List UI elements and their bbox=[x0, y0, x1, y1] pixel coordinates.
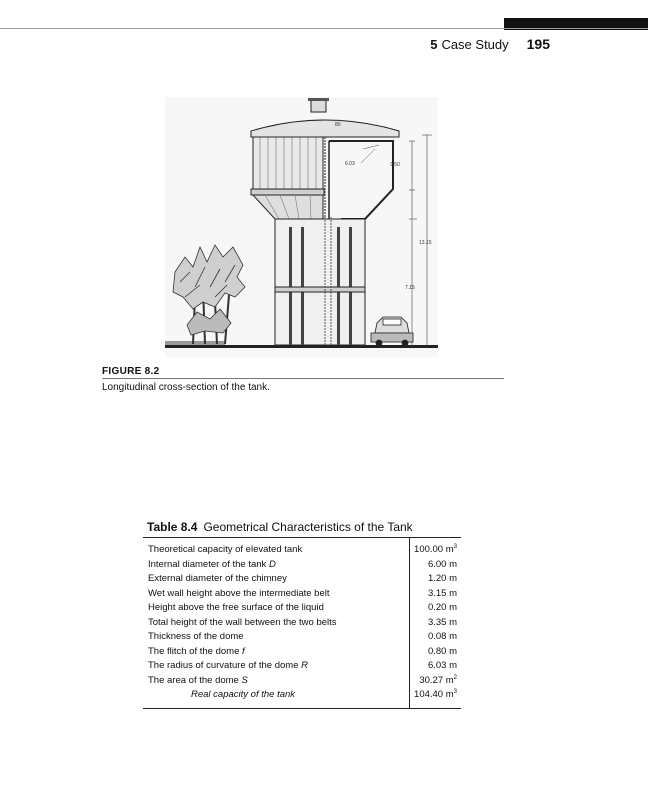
total-label: Real capacity of the tank bbox=[191, 689, 296, 701]
tank-exterior-elevation bbox=[251, 137, 324, 219]
row-symbol: D bbox=[268, 558, 276, 570]
row-label: Internal diameter of the tank bbox=[148, 558, 269, 570]
row-symbol: S bbox=[241, 674, 248, 686]
running-header bbox=[430, 36, 550, 52]
table-row bbox=[143, 615, 461, 630]
row-value: 6.03 m bbox=[427, 660, 457, 672]
table-row bbox=[143, 571, 461, 586]
figure-water-tower-drawing bbox=[165, 97, 438, 357]
row-label: Thickness of the dome bbox=[148, 631, 244, 643]
row-unit-exponent: 2 bbox=[453, 674, 457, 681]
svg-text:80: 80 bbox=[335, 122, 341, 128]
table-title bbox=[147, 520, 413, 534]
row-value: 30.27 m bbox=[419, 674, 454, 686]
svg-text:6.03: 6.03 bbox=[345, 161, 355, 167]
svg-text:7.15: 7.15 bbox=[405, 285, 415, 291]
tree-illustration bbox=[173, 245, 245, 344]
table-row bbox=[143, 658, 461, 673]
total-unit-exponent: 3 bbox=[453, 689, 457, 696]
row-value: 3.35 m bbox=[427, 616, 457, 628]
row-label: The radius of curvature of the dome bbox=[148, 660, 302, 672]
geometry-table bbox=[143, 537, 461, 709]
car-illustration bbox=[371, 317, 413, 346]
figure-caption: Longitudinal cross-section of the tank. bbox=[102, 382, 270, 393]
row-unit-exponent: 3 bbox=[453, 544, 457, 551]
svg-text:3.50: 3.50 bbox=[390, 162, 400, 168]
table-row bbox=[143, 557, 461, 572]
row-value: 1.20 m bbox=[427, 573, 457, 585]
row-label: Theoretical capacity of elevated tank bbox=[148, 544, 303, 556]
row-label: Wet wall height above the intermediate belt bbox=[148, 587, 330, 599]
page-number: 195 bbox=[526, 36, 550, 52]
table-number: Table 8.4 bbox=[147, 520, 198, 534]
chapter-number: 5 bbox=[430, 37, 438, 52]
row-value: 0.08 m bbox=[427, 631, 457, 643]
row-label: The flitch of the dome bbox=[148, 645, 242, 657]
table-row bbox=[143, 673, 461, 688]
row-value: 0.80 m bbox=[427, 645, 457, 657]
row-label: The area of the dome bbox=[148, 674, 242, 686]
row-value: 0.20 m bbox=[427, 602, 457, 614]
row-value: 3.15 m bbox=[427, 587, 457, 599]
figure-caption-rule bbox=[102, 378, 504, 379]
tower-shaft bbox=[275, 217, 365, 345]
row-value: 100.00 m bbox=[414, 544, 454, 556]
table-total-row bbox=[143, 687, 461, 708]
table-row bbox=[143, 629, 461, 644]
dome-roof bbox=[251, 98, 399, 137]
table-row bbox=[143, 644, 461, 659]
row-symbol: R bbox=[301, 660, 309, 672]
row-symbol: f bbox=[242, 645, 245, 657]
chapter-title: Case Study bbox=[441, 37, 509, 52]
table-row bbox=[143, 586, 461, 601]
row-label: Height above the free surface of the liquid bbox=[148, 602, 324, 614]
row-label: External diameter of the chimney bbox=[148, 573, 287, 585]
table-row bbox=[143, 600, 461, 615]
svg-text:13.15: 13.15 bbox=[419, 240, 432, 246]
table-title-text: Geometrical Characteristics of the Tank bbox=[203, 520, 413, 534]
row-value: 6.00 m bbox=[427, 558, 457, 570]
total-value: 104.40 m bbox=[414, 689, 454, 701]
table-row bbox=[143, 538, 461, 557]
figure-label: FIGURE 8.2 bbox=[102, 366, 160, 377]
row-label: Total height of the wall between the two belts bbox=[148, 616, 337, 628]
header-rule bbox=[0, 28, 648, 29]
